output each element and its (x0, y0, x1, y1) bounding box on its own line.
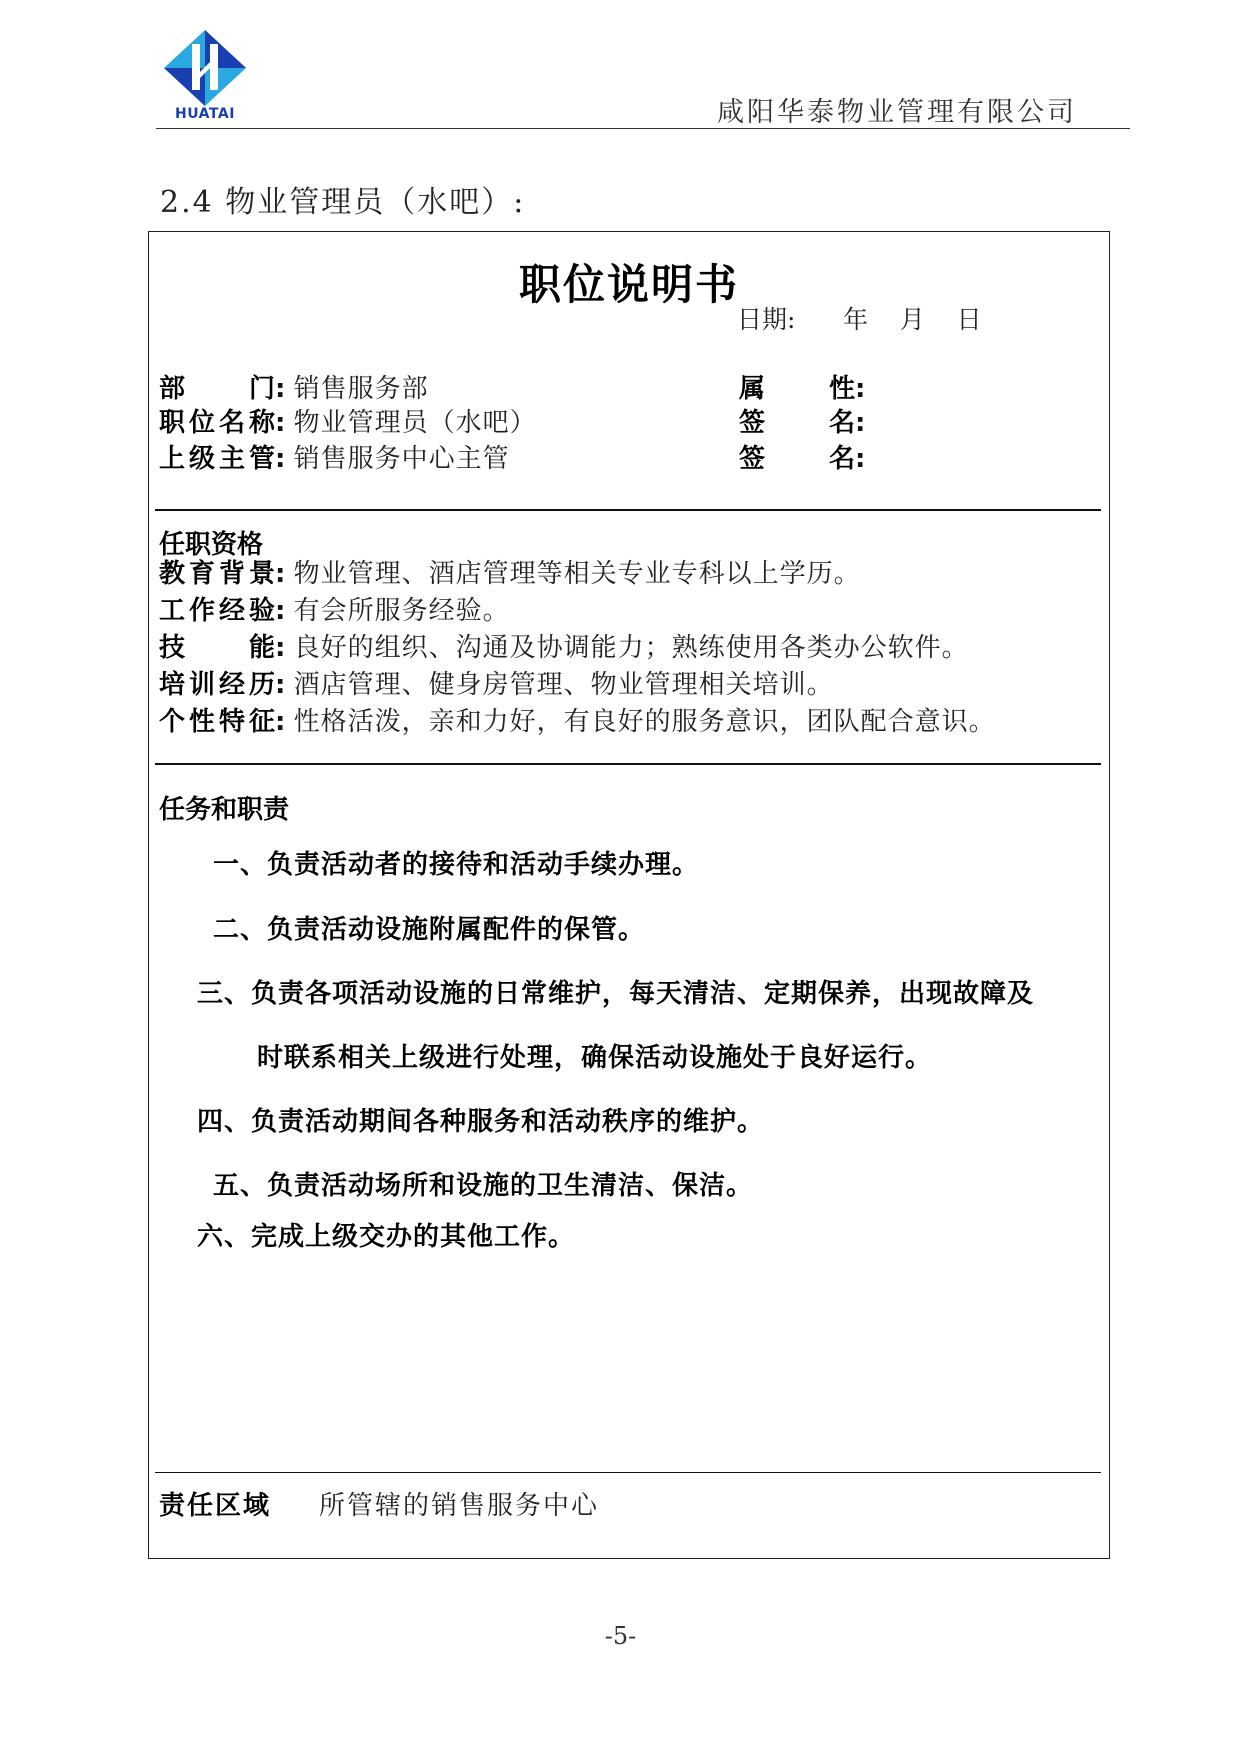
duty-item: 三、负责各项活动设施的日常维护，每天清洁、定期保养，出现故障及 (197, 979, 1035, 1009)
qualification-row: 技能: 良好的组织、沟通及协调能力；熟练使用各类办公软件。 (159, 633, 969, 663)
qualification-label: 教育背景 (159, 559, 275, 589)
job-description-form (148, 231, 1110, 1559)
position-label: 职位名称 (159, 408, 275, 438)
signature-label-2: 签名 (739, 444, 855, 474)
section-divider (155, 1472, 1101, 1473)
responsibility-area-label: 责任区域 (159, 1491, 272, 1521)
supervisor-label: 上级主管 (159, 444, 275, 474)
signature-row-2: 签名: (739, 444, 866, 474)
page-number: -5- (604, 1622, 637, 1650)
date-line: 日期: 年 月 日 (737, 305, 982, 334)
responsibility-area-value: 所管辖的销售服务中心 (319, 1491, 600, 1521)
signature-label-1: 签名 (739, 408, 855, 438)
qualification-label: 技能 (159, 633, 275, 663)
qualification-row: 工作经验: 有会所服务经验。 (159, 596, 510, 626)
duties-heading: 任务和职责 (159, 795, 290, 825)
qualification-label: 培训经历 (159, 670, 275, 700)
qualification-value: 性格活泼，亲和力好，有良好的服务意识，团队配合意识。 (293, 707, 996, 737)
department-label: 部门 (159, 374, 275, 404)
qualification-value: 良好的组织、沟通及协调能力；熟练使用各类办公软件。 (293, 633, 969, 663)
duty-item-continuation: 时联系相关上级进行处理，确保活动设施处于良好运行。 (257, 1043, 933, 1073)
department-value: 销售服务部 (293, 374, 429, 404)
header-divider (156, 128, 1130, 129)
signature-row-1: 签名: (739, 408, 866, 438)
company-name: 咸阳华泰物业管理有限公司 (717, 97, 1077, 128)
supervisor-value: 销售服务中心主管 (293, 444, 510, 474)
qualification-value: 有会所服务经验。 (293, 596, 510, 626)
qualifications-heading: 任职资格 (159, 530, 264, 560)
attribute-label: 属性 (739, 374, 855, 404)
department-row: 部门: 销售服务部 (159, 374, 429, 404)
qualification-row: 教育背景: 物业管理、酒店管理等相关专业专科以上学历。 (159, 559, 861, 589)
attribute-row: 属性: (739, 374, 866, 404)
duty-item: 四、负责活动期间各种服务和活动秩序的维护。 (197, 1107, 765, 1137)
qualification-label: 工作经验 (159, 596, 275, 626)
duty-item: 六、完成上级交办的其他工作。 (197, 1222, 576, 1252)
duty-item: 二、负责活动设施附属配件的保管。 (213, 915, 646, 945)
qualification-row: 培训经历: 酒店管理、健身房管理、物业管理相关培训。 (159, 670, 834, 700)
qualification-row: 个性特征: 性格活泼，亲和力好，有良好的服务意识，团队配合意识。 (159, 707, 996, 737)
duty-item: 五、负责活动场所和设施的卫生清洁、保洁。 (213, 1171, 754, 1201)
position-value: 物业管理员（水吧） (293, 408, 537, 438)
document-title: 职位说明书 (518, 260, 739, 309)
position-row: 职位名称: 物业管理员（水吧） (159, 408, 537, 438)
qualification-label: 个性特征 (159, 707, 275, 737)
logo-text: HUATAI (175, 106, 235, 122)
section-divider (155, 763, 1101, 765)
qualification-value: 物业管理、酒店管理等相关专业专科以上学历。 (293, 559, 861, 589)
section-title: 2.4 物业管理员（水吧）: (160, 185, 526, 220)
qualification-value: 酒店管理、健身房管理、物业管理相关培训。 (293, 670, 834, 700)
company-logo (162, 28, 248, 120)
duty-item: 一、负责活动者的接待和活动手续办理。 (213, 850, 700, 880)
huatai-logo-icon (162, 28, 248, 106)
section-divider (155, 509, 1101, 511)
supervisor-row: 上级主管: 销售服务中心主管 (159, 444, 510, 474)
